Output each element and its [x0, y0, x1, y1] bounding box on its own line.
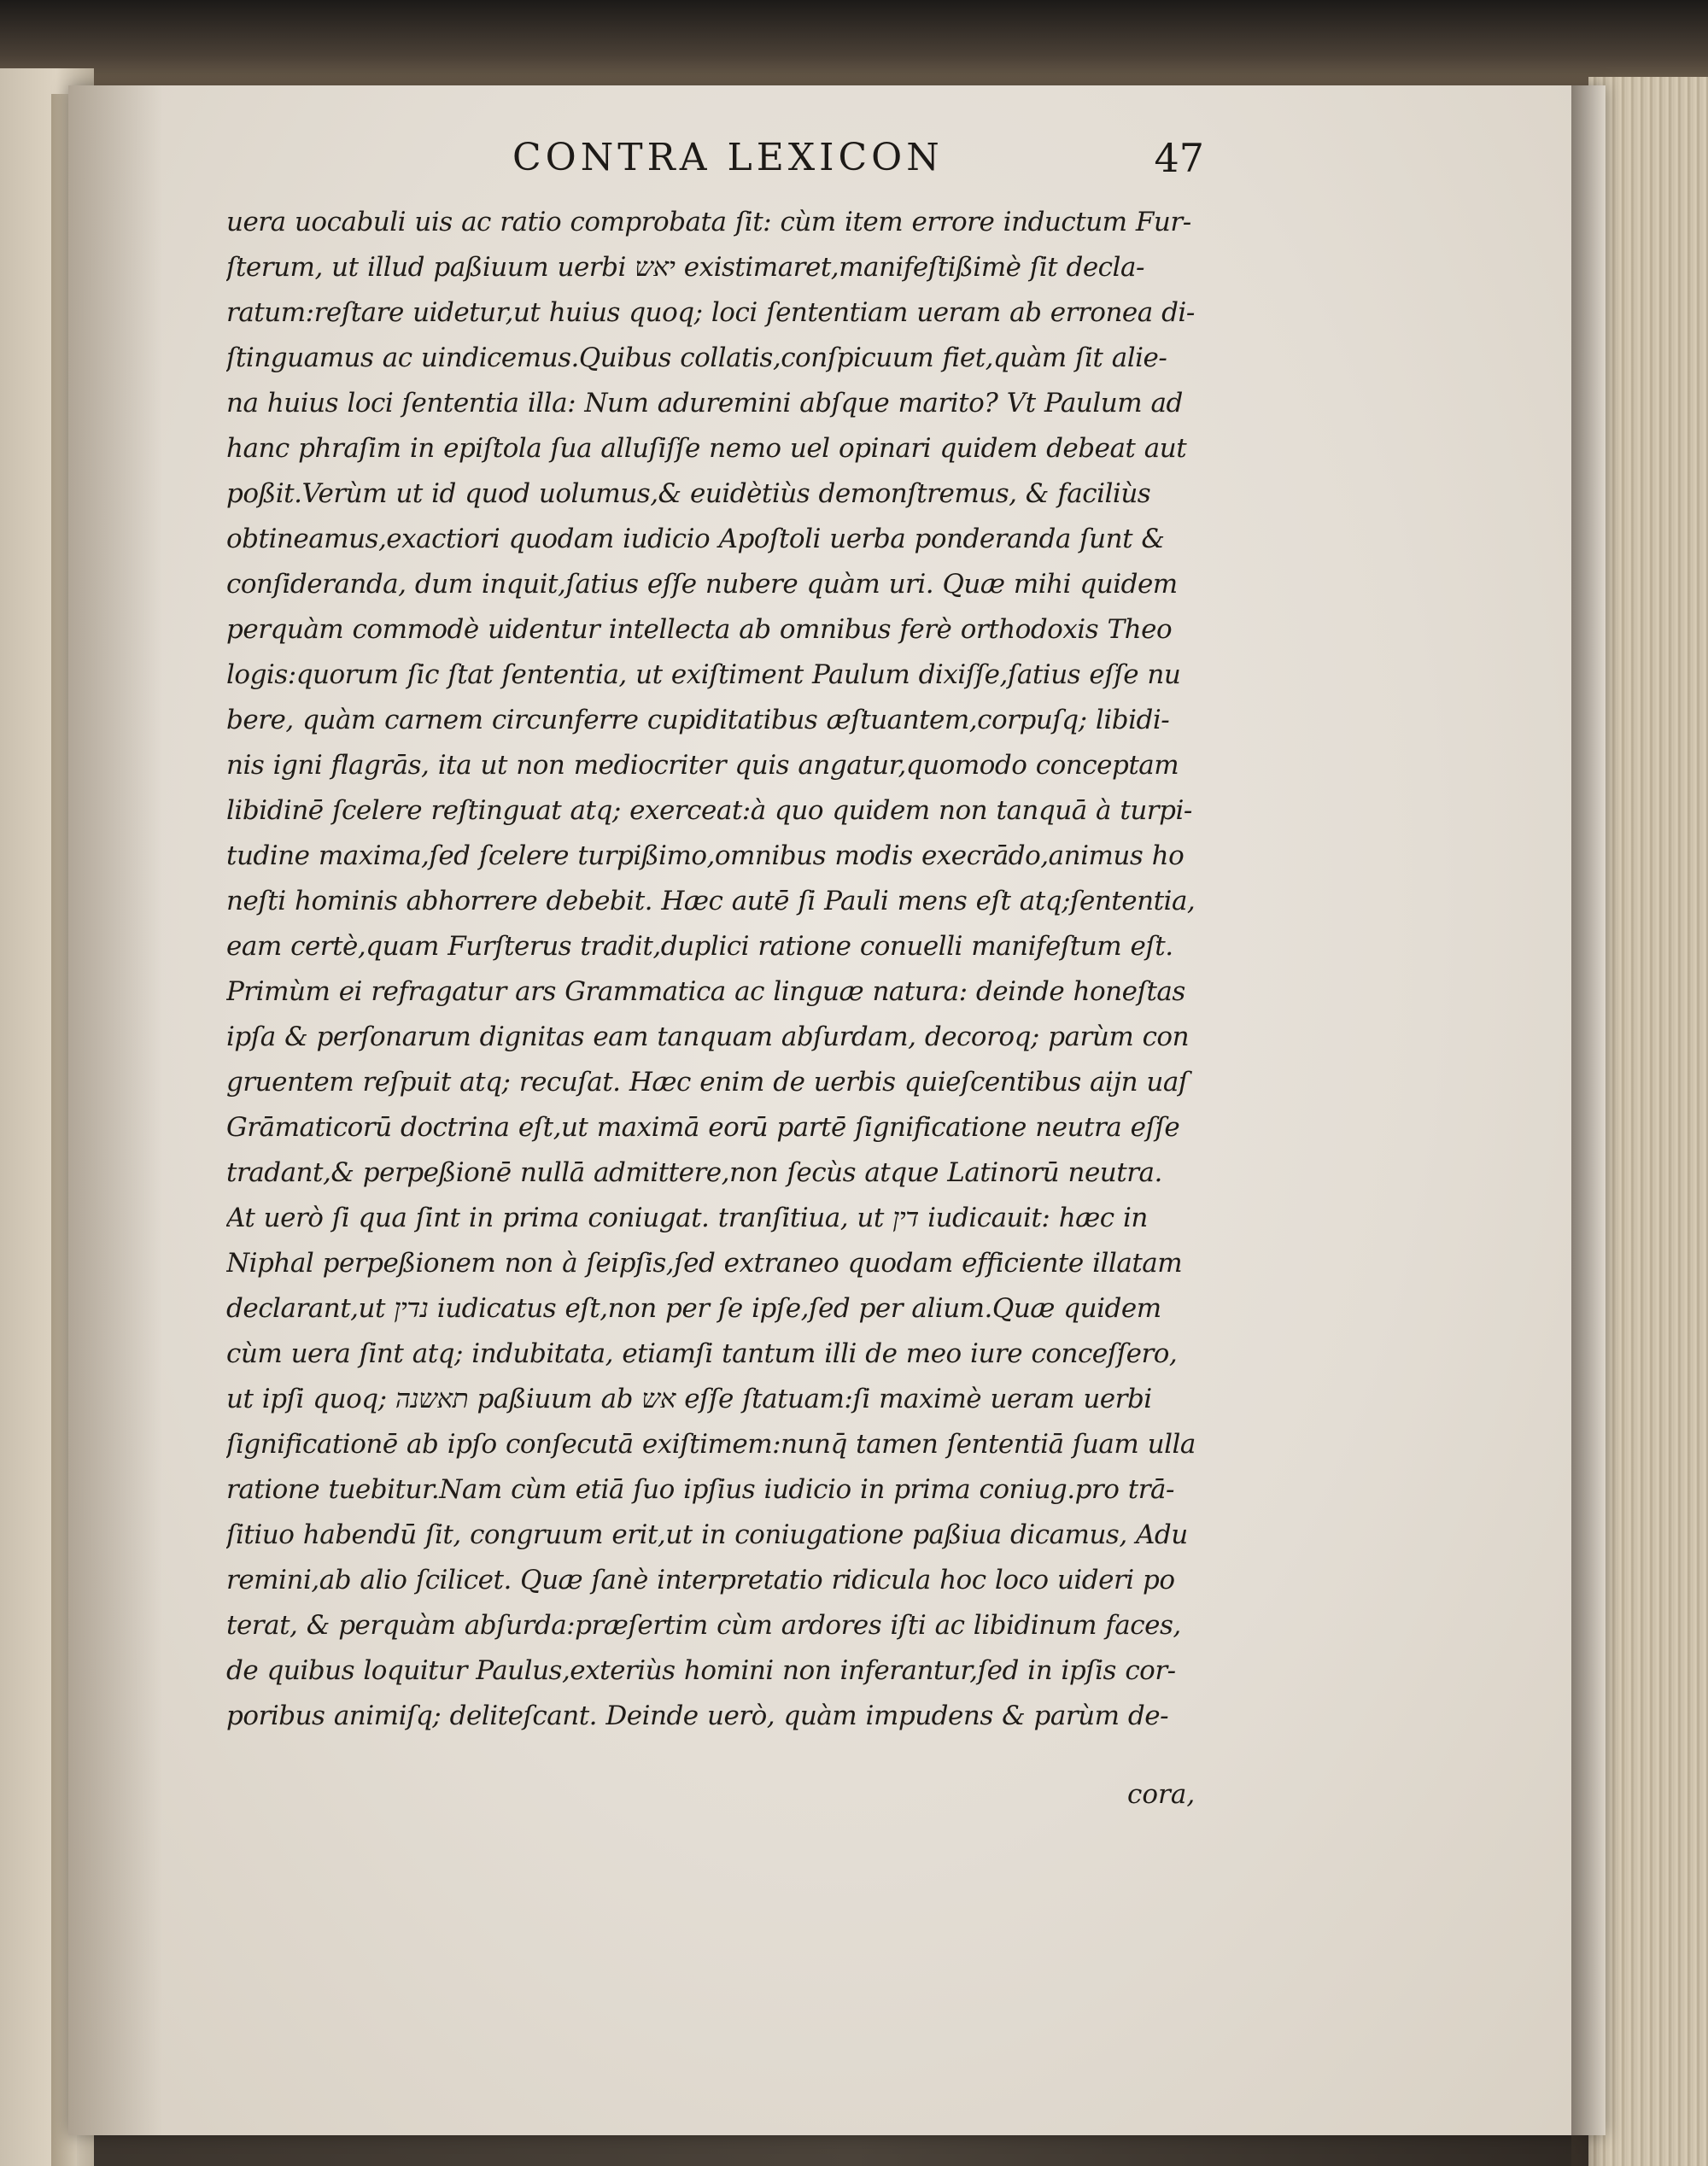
- text-line: ſtinguamus ac uindicemus.Quibus collatis,conſpicuum fiet,quàm ſit alie-: [226, 342, 1167, 373]
- text-line: ſignificationē ab ipſo conſecutā exiſtimem:nunq̄ tamen ſententiā ſuam ulla: [226, 1429, 1196, 1460]
- text-line: ſterum, ut illud paßiuum uerbi יאש existimaret,manifeſtißimè ſit decla-: [226, 252, 1144, 283]
- text-line: poribus animiſq; deliteſcant. Deinde uerò, quàm impudens & parùm de-: [226, 1701, 1169, 1731]
- running-title: CONTRA LEXICON: [512, 136, 944, 179]
- text-line: uera uocabuli uis ac ratio comprobata ſit: cùm item errore inductum Fur-: [226, 207, 1191, 237]
- text-line: ut ipſi quoq; תאשנה paßiuum ab אש eſſe ſtatuam:ſi maximè ueram uerbi: [226, 1384, 1152, 1414]
- text-line: obtineamus,exactiori quodam iudicio Apoſtoli uerba ponderanda ſunt &: [226, 524, 1165, 554]
- text-line: At uerò ſi qua ſint in prima coniugat. tranſitiua, ut דין iudicauit: hæc in: [226, 1203, 1148, 1233]
- text-line: de quibus loquitur Paulus,exteriùs homini non inferantur,ſed in ipſis cor-: [226, 1655, 1176, 1686]
- page-stack-edge: [1588, 77, 1708, 2166]
- text-line: ratum:reſtare uidetur,ut huius quoq; loci ſententiam ueram ab erronea di-: [226, 297, 1195, 328]
- background-top: [0, 0, 1708, 94]
- text-line: bere, quàm carnem circunferre cupiditatibus æſtuantem,corpuſq; libidi-: [226, 705, 1170, 735]
- text-line: remini,ab alio ſcilicet. Quæ ſanè interpretatio ridicula hoc loco uideri po: [226, 1565, 1175, 1595]
- gutter-shadow: [68, 85, 162, 2135]
- page-number: 47: [1154, 135, 1204, 181]
- text-line: declarant,ut נדין iudicatus eſt,non per ſe ipſe,ſed per alium.Quæ quidem: [226, 1293, 1161, 1324]
- text-line: ratione tuebitur.Nam cùm etiā ſuo ipſius iudicio in prima coniug.pro trā-: [226, 1474, 1174, 1505]
- text-line: Niphal perpeßionem non à ſeipſis,ſed extraneo quodam efficiente illatam: [226, 1248, 1183, 1279]
- text-line: neſti hominis abhorrere debebit. Hæc autē ſi Pauli mens eſt atq;ſententia,: [226, 886, 1196, 916]
- text-line: conſideranda, dum inquit,ſatius eſſe nubere quàm uri. Quæ mihi quidem: [226, 569, 1178, 600]
- text-line: Grāmaticorū doctrina eſt,ut maximā eorū partē ſignificatione neutra eſſe: [226, 1112, 1180, 1143]
- text-line: eam certè,quam Furſterus tradit,duplici ratione conuelli manifeſtum eſt.: [226, 931, 1173, 962]
- text-line: Primùm ei refragatur ars Grammatica ac linguæ natura: deinde honeſtas: [226, 976, 1185, 1007]
- text-line: poßit.Verùm ut id quod uolumus,& euidètiùs demonſtremus, & faciliùs: [226, 478, 1151, 509]
- text-line: tudine maxima,ſed ſcelere turpißimo,omnibus modis execrādo,animus ho: [226, 840, 1184, 871]
- text-line: nis igni flagrās, ita ut non mediocriter quis angatur,quomodo conceptam: [226, 750, 1179, 781]
- text-line: cùm uera ſint atq; indubitata, etiamſi tantum illi de meo iure conceſſero,: [226, 1338, 1178, 1369]
- text-line: gruentem reſpuit atq; recuſat. Hæc enim de uerbis quieſcentibus aijn uaſ: [226, 1067, 1188, 1098]
- text-line: perquàm commodè uidentur intellecta ab omnibus ferè orthodoxis Theo: [226, 614, 1173, 645]
- text-line: na huius loci ſententia illa: Num aduremini abſque marito? Vt Paulum ad: [226, 388, 1183, 419]
- text-line: terat, & perquàm abſurda:præſertim cùm ardores iſti ac libidinum faces,: [226, 1610, 1181, 1641]
- text-line: ipſa & perſonarum dignitas eam tanquam abſurdam, decoroq; parùm con: [226, 1022, 1190, 1052]
- text-block: [226, 200, 1234, 1739]
- page-stack-shadow: [1571, 85, 1606, 2166]
- text-line: logis:quorum ſic ſtat ſententia, ut exiſtiment Paulum dixiſſe,ſatius eſſe nu: [226, 659, 1181, 690]
- page-header: [461, 128, 1230, 196]
- catchword: cora,: [1127, 1779, 1196, 1810]
- text-line: tradant,& perpeßionē nullā admittere,non ſecùs atque Latinorū neutra.: [226, 1157, 1162, 1188]
- text-line: libidinē ſcelere reſtinguat atq; exerceat:à quo quidem non tanquā à turpi-: [226, 795, 1192, 826]
- text-line: ſitiuo habendū ſit, congruum erit,ut in coniugatione paßiua dicamus, Adu: [226, 1519, 1188, 1550]
- text-line: hanc phraſim in epiſtola ſua alluſiſſe nemo uel opinari quidem debeat aut: [226, 433, 1187, 464]
